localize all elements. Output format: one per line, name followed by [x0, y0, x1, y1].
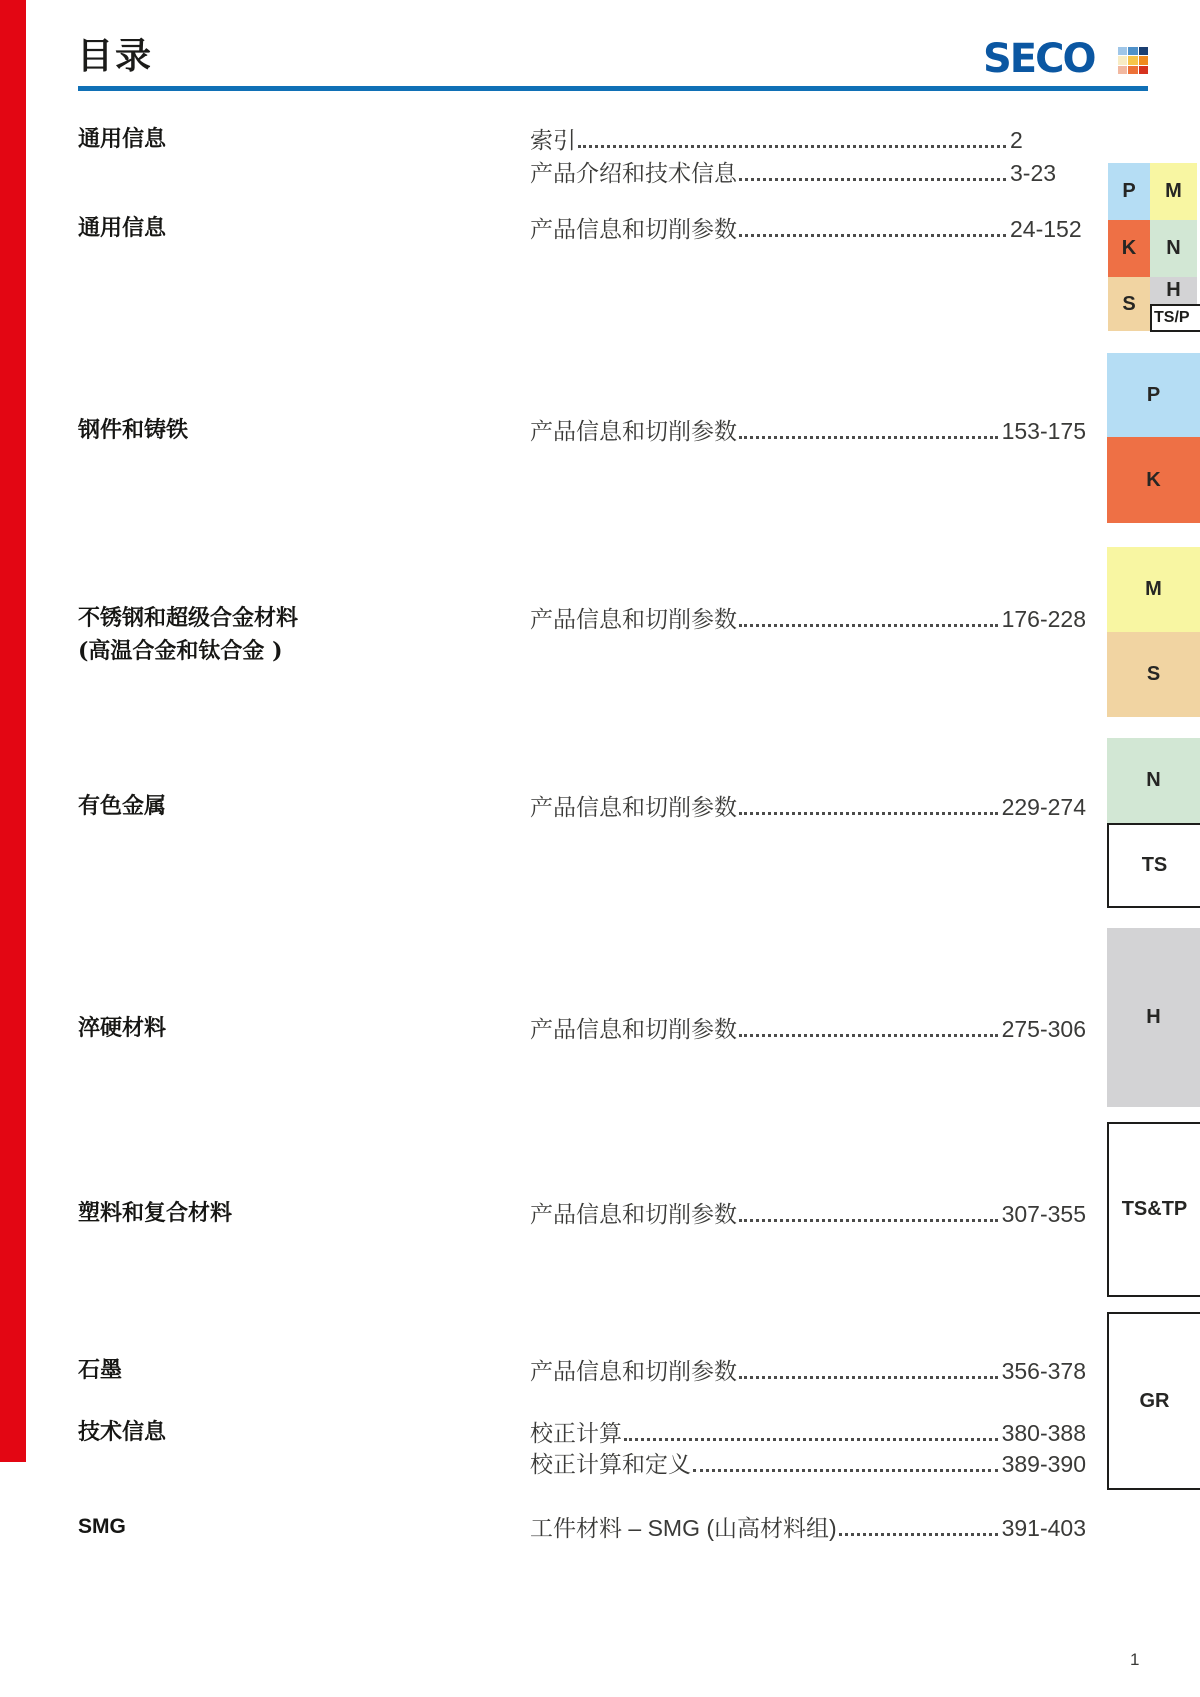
tab-small-h[interactable]: H: [1150, 277, 1197, 304]
dotted-leader: [739, 436, 998, 439]
toc-entry-pages: 275-306: [1001, 1016, 1086, 1042]
tab-small-tsp[interactable]: TS/P: [1150, 304, 1200, 332]
toc-entry-pages: 391-403: [1001, 1515, 1086, 1541]
toc-entry[interactable]: [530, 1356, 1086, 1385]
page-number: 1: [1130, 1650, 1140, 1669]
dotted-leader: [739, 1219, 998, 1222]
toc-entry-label: 产品信息和切削参数: [530, 1201, 737, 1227]
tab-large-k[interactable]: K: [1107, 437, 1200, 523]
dotted-leader: [839, 1533, 998, 1536]
section-label: 有色金属: [78, 793, 167, 819]
seco-logo-squares-icon: [1118, 47, 1148, 74]
toc-entry[interactable]: [530, 1199, 1086, 1228]
toc-entry[interactable]: [530, 1513, 1086, 1542]
header-rule: [78, 86, 1148, 91]
dotted-leader: [739, 178, 1006, 181]
seco-logo: [983, 36, 1153, 82]
toc-entry[interactable]: [530, 1449, 1086, 1478]
section-label: 通用信息: [78, 126, 167, 152]
section-sublabel: (高温合金和钛合金 ): [78, 638, 283, 664]
toc-entry-label: 索引: [530, 127, 576, 153]
section-label-smg: SMG: [78, 1515, 126, 1538]
tab-small-n[interactable]: N: [1150, 220, 1197, 277]
toc-entry[interactable]: [530, 416, 1086, 445]
section-label: 淬硬材料: [78, 1015, 167, 1041]
tab-small-k[interactable]: K: [1108, 220, 1150, 277]
toc-entry-pages: 24-152: [1010, 216, 1082, 242]
toc-entry-pages: 389-390: [1001, 1451, 1086, 1477]
dotted-leader: [693, 1469, 998, 1472]
toc-entry-pages: 176-228: [1001, 606, 1086, 632]
section-label: 不锈钢和超级合金材料: [78, 605, 299, 631]
toc-entry-label: 产品信息和切削参数: [530, 794, 737, 820]
tab-large-n[interactable]: N: [1107, 738, 1200, 823]
dotted-leader: [739, 812, 998, 815]
toc-entry-pages: 2: [1010, 127, 1023, 153]
toc-entry-label: 工件材料 – SMG (山高材料组): [530, 1515, 837, 1541]
dotted-leader: [624, 1438, 998, 1441]
toc-entry-pages: 307-355: [1001, 1201, 1086, 1227]
seco-logo-text: SECO: [983, 36, 1095, 82]
tab-large-p[interactable]: P: [1107, 353, 1200, 437]
toc-entry-label: 产品信息和切削参数: [530, 418, 737, 444]
section-label: 技术信息: [78, 1419, 167, 1445]
section-label: 塑料和复合材料: [78, 1200, 233, 1226]
tab-large-s[interactable]: S: [1107, 632, 1200, 717]
toc-entry-label: 校正计算: [530, 1420, 622, 1446]
dotted-leader: [578, 145, 1006, 148]
toc-entry-pages: 153-175: [1001, 418, 1086, 444]
toc-entry[interactable]: [530, 158, 1086, 187]
tab-large-tstp[interactable]: TS&TP: [1107, 1122, 1200, 1297]
section-label: 通用信息: [78, 215, 167, 241]
tab-large-gr[interactable]: GR: [1107, 1312, 1200, 1490]
toc-entry-label: 产品信息和切削参数: [530, 1358, 737, 1384]
toc-entry-pages: 356-378: [1001, 1358, 1086, 1384]
left-edge-red-bar: [0, 0, 26, 1462]
tab-small-s[interactable]: S: [1108, 277, 1150, 331]
toc-entry[interactable]: [530, 1418, 1086, 1447]
toc-entry-label: 产品信息和切削参数: [530, 1016, 737, 1042]
section-label: 钢件和铸铁: [78, 417, 189, 443]
toc-entry[interactable]: [530, 604, 1086, 633]
toc-entry-label: 产品介绍和技术信息: [530, 160, 737, 186]
dotted-leader: [739, 1376, 998, 1379]
toc-entry[interactable]: [530, 1014, 1086, 1043]
section-label: 石墨: [78, 1357, 123, 1383]
dotted-leader: [739, 1034, 998, 1037]
toc-entry-pages: 380-388: [1001, 1420, 1086, 1446]
tab-small-m[interactable]: M: [1150, 163, 1197, 220]
dotted-leader: [739, 234, 1006, 237]
toc-entry[interactable]: [530, 792, 1086, 821]
tab-small-p[interactable]: P: [1108, 163, 1150, 220]
tab-large-ts[interactable]: TS: [1107, 823, 1200, 908]
toc-entry-label: 产品信息和切削参数: [530, 216, 737, 242]
toc-entry-pages: 229-274: [1001, 794, 1086, 820]
toc-entry-label: 产品信息和切削参数: [530, 606, 737, 632]
toc-entry-pages: 3-23: [1010, 160, 1057, 186]
toc-entry[interactable]: [530, 125, 1086, 154]
tab-large-m[interactable]: M: [1107, 547, 1200, 632]
toc-entry-label: 校正计算和定义: [530, 1451, 691, 1477]
page-title: 目录: [77, 35, 154, 77]
dotted-leader: [739, 624, 998, 627]
toc-entry[interactable]: [530, 214, 1086, 243]
tab-large-h[interactable]: H: [1107, 928, 1200, 1107]
